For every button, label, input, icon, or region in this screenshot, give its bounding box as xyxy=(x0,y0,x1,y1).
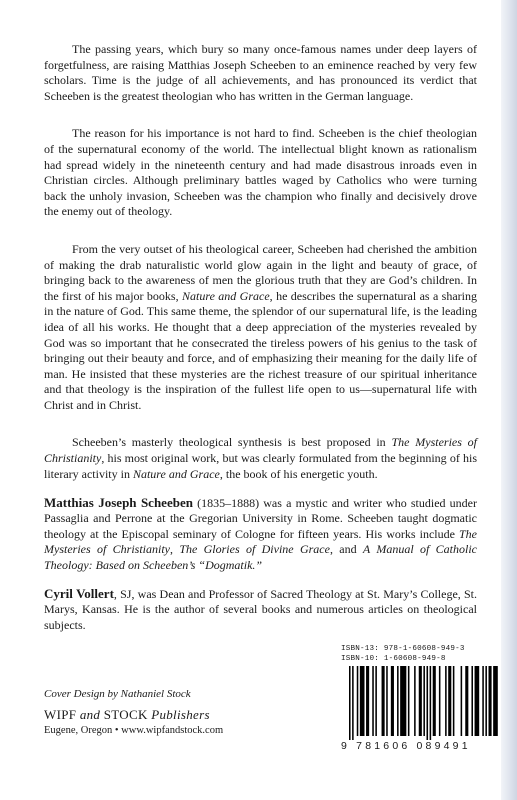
barcode-bar xyxy=(419,666,422,736)
publisher-logo xyxy=(44,707,284,723)
paragraph-text: The reason for his importance is not hard to find. Scheeben is the chief theologian of the supernatural economy of the world. The intellectual blight known as rationalism had spread widely in the nineteenth century and had made disastrous inroads even in Christian circles. Although preliminary battles waged by Catholics who were turning back the unholy invasion, Scheeben was the champion who finally and decisively drove the enemy out of theology. xyxy=(44,126,477,219)
paragraph-text: , he describes the supernatural as a sharing in the nature of God. This same theme, the splendor of our supernatural life, is the leading idea of all his works. He thought that a deep appreciation of the mysteries revealed by God was so important that he consecrated the tireless powers of his genius to the task of bringing out their beauty and force, and of emphasizing their meaning for the daily life of man. He insisted that these mysteries are the richest treasure of our spiritual inheritance and that theology is the inspiration of the fullest life open to us—supernatural life with Christ and in Christ. xyxy=(44,288,477,412)
barcode-bar xyxy=(439,666,441,736)
barcode-bar xyxy=(349,666,351,740)
barcode-bar xyxy=(386,666,388,736)
isbn-13-label: ISBN-13: 978-1-60608-949-3 xyxy=(341,645,465,653)
book-title: A Manual of Catholic Theology: Based on Scheeben’s “Dogmatik.” xyxy=(44,542,478,572)
blurb-paragraph xyxy=(44,42,477,104)
barcode-bar xyxy=(391,666,394,736)
barcode-bar xyxy=(485,666,487,736)
barcode-bar xyxy=(382,666,385,736)
cover-design-credit: Cover Design by Nathaniel Stock xyxy=(44,688,191,700)
barcode-bar xyxy=(400,666,406,736)
isbn-10-label: ISBN-10: 1-60608-949-8 xyxy=(341,655,446,663)
paragraph-text: The passing years, which bury so many once-famous names under deep layers of forgetfulness, are raising Matthias Joseph Scheeben to an eminence reached by very few scholars. Time is the judge of all achievements, and has pronounced its verdict that Scheeben is the greatest theologian who has written in the German language. xyxy=(44,42,477,103)
publisher-word: WIPF xyxy=(44,707,80,722)
isbn-barcode xyxy=(341,644,499,756)
barcode-digits: 9 781606 089491 xyxy=(341,740,471,752)
bio-text: , and xyxy=(329,542,363,557)
barcode-bar xyxy=(372,666,374,736)
barcode-bar xyxy=(352,666,354,740)
publisher-word: and xyxy=(79,707,101,722)
blurb-paragraph xyxy=(44,242,477,414)
barcode-bar xyxy=(453,666,455,736)
bio-text: , SJ, was Dean and Professor of Sacred Theology at St. Mary’s College, St. Marys, Kansas. He is the author of several books and numerous articles on theological subjects. xyxy=(44,587,477,632)
barcode-bar xyxy=(482,666,484,736)
bio-text: (1835–1888) was a mystic and writer who studied under Passaglia and Perrone at the Gregorian University in Rome. Scheeben taught dogmatic theology at the Episcopal seminary of Cologne for fifteen years. His works include xyxy=(44,496,478,541)
barcode-bar xyxy=(493,666,498,736)
barcode-bar xyxy=(414,666,416,736)
barcode-bar xyxy=(366,666,369,736)
paragraph-text: , the book of his energetic youth. xyxy=(219,466,378,481)
barcode-bar xyxy=(360,666,365,736)
barcode-bar xyxy=(357,666,359,736)
barcode-bar xyxy=(489,666,492,736)
paragraph-text: From the very outset of his theological career, Scheeben had cherished the ambition of making the drab naturalistic world glow again in the light and beauty of grace, of bringing back to the awareness of men the glorious truth that they are God’s children. In the first of his major books, xyxy=(44,241,477,303)
barcode-bar xyxy=(445,666,447,736)
barcode-bar xyxy=(430,666,432,740)
barcode-bar xyxy=(408,666,410,736)
publisher-word: STOCK xyxy=(100,707,152,722)
page-edge-shadow xyxy=(501,0,517,800)
paragraph-text: , his most original work, but was clearly formulated from the beginning of his literary activity in xyxy=(44,451,477,481)
barcode-bar xyxy=(433,666,436,736)
book-title: The Glories of Divine Grace xyxy=(179,542,330,557)
barcode-bars xyxy=(341,666,499,740)
publisher-word: Publishers xyxy=(151,707,210,722)
book-title: Nature and Grace xyxy=(132,466,220,481)
blurb-paragraph xyxy=(44,126,477,220)
publisher-location: Eugene, Oregon • www.wipfandstock.com xyxy=(44,725,224,736)
barcode-bar xyxy=(465,666,468,736)
translator-bio xyxy=(44,586,477,633)
barcode-bar xyxy=(375,666,377,736)
barcode-bar xyxy=(448,666,451,736)
blurb-paragraph xyxy=(44,435,477,482)
book-title: The Mysteries of Christianity xyxy=(44,435,477,466)
book-title: Nature and Grace xyxy=(182,288,270,303)
barcode-bar xyxy=(475,666,480,736)
blurb xyxy=(44,42,477,482)
author-name: Matthias Joseph Scheeben xyxy=(44,495,193,510)
credits-block xyxy=(44,688,284,736)
barcode-bar xyxy=(471,666,473,736)
book-title: The Mysteries of Christianity xyxy=(44,526,477,557)
translator-name: Cyril Vollert xyxy=(44,586,114,601)
bio-text: , xyxy=(169,542,180,557)
barcode-bar xyxy=(397,666,399,736)
barcode-bar xyxy=(461,666,463,736)
barcode-bar xyxy=(423,666,425,736)
paragraph-text: Scheeben’s masterly theological synthesis is best proposed in xyxy=(72,435,392,450)
author-bio xyxy=(44,495,477,573)
barcode-bar xyxy=(427,666,429,740)
